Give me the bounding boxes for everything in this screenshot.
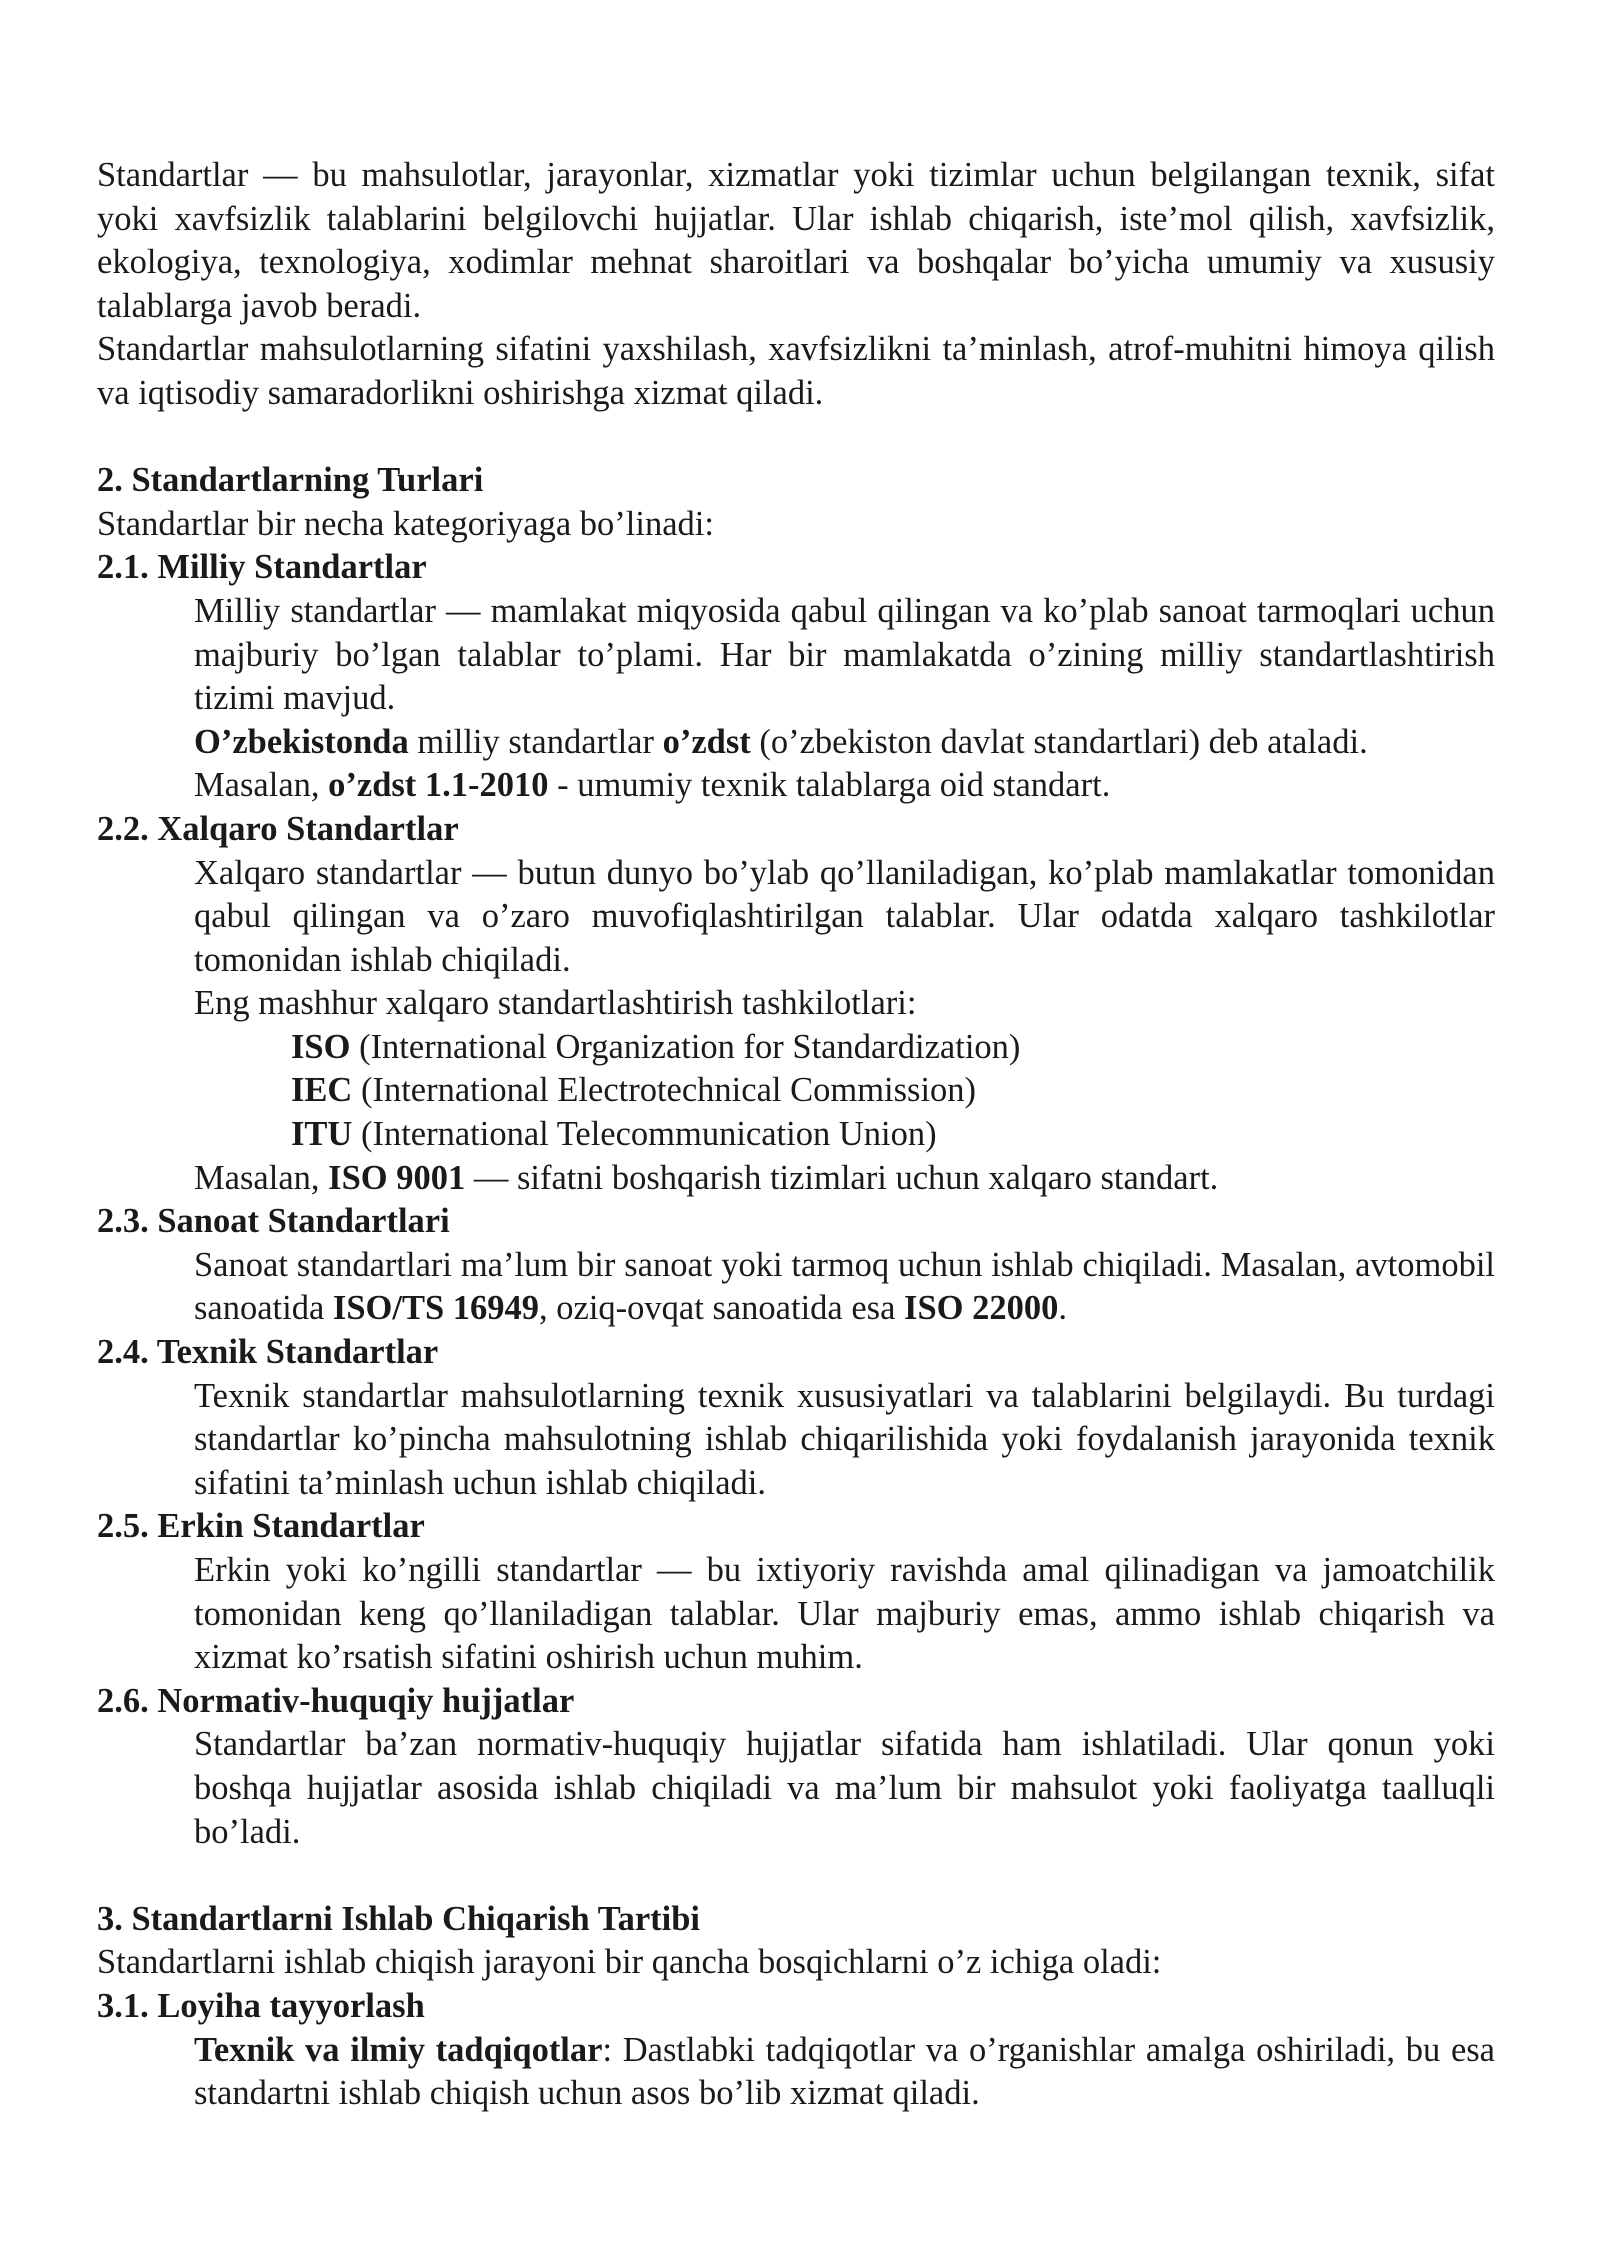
section-2-5-heading: 2.5. Erkin Standartlar — [97, 1507, 425, 1546]
section-2-4-paragraph-1: Texnik standartlar mahsulotlarning texnik xususiyatlari va talablarini belgilaydi. Bu turdagi standartlar ko’pincha mahsulotning ishlab chiqarilishida yoki foydalanish jarayonida texnik sifatini ta’minlash uchun ishlab chiqiladi. — [194, 1376, 1495, 1502]
section-3-1-heading: 3.1. Loyiha tayyorlash — [97, 1986, 425, 2025]
text-run: Masalan, — [194, 1158, 329, 1197]
bold-term: ISO/TS 16949 — [332, 1289, 540, 1328]
section-2-3-heading: 2.3. Sanoat Standartlari — [97, 1202, 450, 1241]
text-run: Sanoat standartlari ma’lum bir sanoat yoki tarmoq uchun ishlab chiqiladi. Masalan, avtomobil sanoatida — [194, 1245, 1495, 1328]
section-2-intro: Standartlar bir necha kategoriyaga bo’linadi: — [97, 504, 714, 543]
text-run: (o’zbekiston davlat standartlari) deb ataladi. — [750, 722, 1368, 761]
section-2-heading: 2. Standartlarning Turlari — [97, 461, 484, 500]
document-body — [97, 154, 1495, 2116]
section-2-1-heading: 2.1. Milliy Standartlar — [97, 548, 427, 587]
section-2-2-paragraph-2: Eng mashhur xalqaro standartlashtirish tashkilotlari: — [194, 984, 917, 1023]
section-2-6-heading: 2.6. Normativ-huquqiy hujjatlar — [97, 1681, 575, 1720]
section-3-heading: 3. Standartlarni Ishlab Chiqarish Tartibi — [97, 1899, 700, 1938]
text-run: Masalan, — [194, 766, 329, 805]
bold-term: ISO 22000 — [904, 1289, 1059, 1328]
org-full-name: (International Organization for Standardization) — [350, 1027, 1021, 1066]
text-run: : Dastlabki tadqiqotlar va o’rganishlar amalga oshiriladi, bu esa standartni ishlab chiqish uchun asos bo’lib xizmat qiladi. — [194, 2030, 1495, 2113]
org-full-name: (International Telecommunication Union) — [352, 1115, 937, 1154]
section-2-4-heading: 2.4. Texnik Standartlar — [97, 1333, 439, 1372]
org-abbreviation: ISO — [291, 1027, 351, 1066]
org-abbreviation: ITU — [291, 1115, 353, 1154]
section-2-2-paragraph-3 — [97, 1157, 1495, 1201]
intro-paragraph-1: Standartlar — bu mahsulotlar, jarayonlar, xizmatlar yoki tizimlar uchun belgilangan texnik, sifat yoki xavfsizlik talablarini belgilovchi hujjatlar. Ular ishlab chiqarish, iste’mol qilish, xavfsizlik, ekologiya, texnologiya, xodimlar mehnat sharoitlari va boshqalar bo’yicha umumiy va xususiy talablarga javob beradi. — [97, 156, 1495, 325]
section-2-1-paragraph-2 — [97, 721, 1495, 765]
bold-term: o’zdst — [662, 722, 751, 761]
spacer — [97, 1854, 1495, 1898]
text-run: - umumiy texnik talablarga oid standart. — [548, 766, 1111, 805]
bold-term: Texnik va ilmiy tadqiqotlar — [194, 2030, 603, 2069]
text-run: milliy standartlar — [408, 722, 663, 761]
org-list-item — [97, 1026, 1495, 1070]
section-2-6-paragraph-1: Standartlar ba’zan normativ-huquqiy hujjatlar sifatida ham ishlatiladi. Ular qonun yoki boshqa hujjatlar asosida ishlab chiqiladi va ma’lum bir mahsulot yoki faoliyatga taalluqli bo’ladi. — [194, 1725, 1495, 1851]
org-full-name: (International Electrotechnical Commission) — [352, 1071, 977, 1110]
section-3-intro: Standartlarni ishlab chiqish jarayoni bir qancha bosqichlarni o’z ichiga oladi: — [97, 1943, 1162, 1982]
text-run: . — [1058, 1289, 1067, 1328]
org-list-item — [97, 1069, 1495, 1113]
section-2-1-paragraph-1: Milliy standartlar — mamlakat miqyosida qabul qilingan va ko’plab sanoat tarmoqlari uchun majburiy bo’lgan talablar to’plami. Har bir mamlakatda o’zining milliy standartlashtirish tizimi mavjud. — [194, 591, 1495, 718]
bold-term: O’zbekistonda — [194, 722, 409, 761]
section-2-3-paragraph-1 — [97, 1244, 1495, 1331]
intro-paragraph-2: Standartlar mahsulotlarning sifatini yaxshilash, xavfsizlikni ta’minlash, atrof-muhitni himoya qilish va iqtisodiy samaradorlikni oshirishga xizmat qiladi. — [97, 330, 1495, 412]
text-run: , oziq-ovqat sanoatida esa — [539, 1289, 905, 1328]
section-2-2-paragraph-1: Xalqaro standartlar — butun dunyo bo’ylab qo’llaniladigan, ko’plab mamlakatlar tomonidan qabul qilingan va o’zaro muvofiqlashtirilgan talablar. Ular odatda xalqaro tashkilotlar tomonidan ishlab chiqiladi. — [194, 853, 1495, 979]
spacer — [97, 416, 1495, 460]
section-3-1-paragraph-1 — [97, 2029, 1495, 2116]
org-abbreviation: IEC — [291, 1071, 353, 1110]
section-2-1-paragraph-3 — [97, 764, 1495, 808]
bold-term: o’zdst 1.1-2010 — [328, 766, 549, 805]
section-2-5-paragraph-1: Erkin yoki ko’ngilli standartlar — bu ixtiyoriy ravishda amal qilinadigan va jamoatchilik tomonidan keng qo’llaniladigan talablar. Ular majburiy emas, ammo ishlab chiqarish va xizmat ko’rsatish sifatini oshirish uchun muhim. — [194, 1551, 1495, 1677]
org-list-item — [97, 1113, 1495, 1157]
section-2-2-heading: 2.2. Xalqaro Standartlar — [97, 809, 459, 848]
bold-term: ISO 9001 — [328, 1158, 466, 1197]
text-run: — sifatni boshqarish tizimlari uchun xalqaro standart. — [465, 1158, 1219, 1197]
